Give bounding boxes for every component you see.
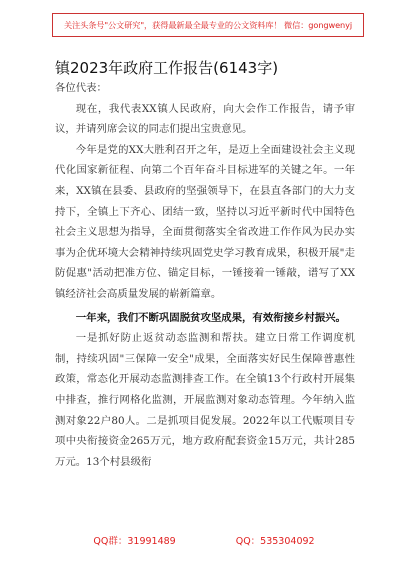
promo-banner-text: 关注头条号"公文研究"，获得最新最全最专业的公文资料库！ 微信：gongwenyj <box>63 19 353 30</box>
document-body <box>55 78 355 472</box>
body-paragraph: 今年是党的XX大胜利召开之年，是迈上全面建设社会主义现代化国家新征程、向第二个百年奋斗目标进军的关键之年。一年来，XX镇在县委、县政府的坚强领导下，在县直各部门的大力支持下，全镇上下齐心、团结一致，坚持以习近平新时代中国特色社会主义思想为指导，全面贯彻落实全省改进工作作风为民办实事为企优环境大会精神持续巩固党史学习教育成果，积极开展"走防促惠"活动把准方位、锚定目标，一锤接着一锤敲，谱写了XX镇经济社会高质量发展的崭新篇章。 <box>55 143 355 300</box>
body-paragraph: 现在，我代表XX镇人民政府，向大会作工作报告，请予审议，并请列席会议的同志们提出宝贵意见。 <box>55 102 355 136</box>
salutation: 各位代表： <box>55 82 107 94</box>
body-paragraph: 一是抓好防止返贫动态监测和帮扶。建立日常工作调度机制，持续巩固"三保障一安全"成果，全面落实好民生保障普惠性政策，常态化开展动态监测排查工作。在全镇13个行政村开展集中排查，推行网格化监测，开展监测对象动态管理。今年纳入监测对象22户80人。二是抓项目促发展。2022年以工代赈项目专项中央衔接资金265万元，地方政府配套资金15万元，共计285万元。13个村县级衔 <box>55 332 355 468</box>
document-title: 镇2023年政府工作报告(6143字) <box>55 59 279 77</box>
section-heading: 一年来，我们不断巩固脱贫攻坚成果，有效衔接乡村振兴。 <box>75 311 346 324</box>
footer-contacts <box>0 533 408 547</box>
footer-qq: QQ：535304092 <box>235 536 315 547</box>
footer-qq-group: QQ群：31991489 <box>93 536 176 547</box>
promo-banner <box>52 13 364 37</box>
